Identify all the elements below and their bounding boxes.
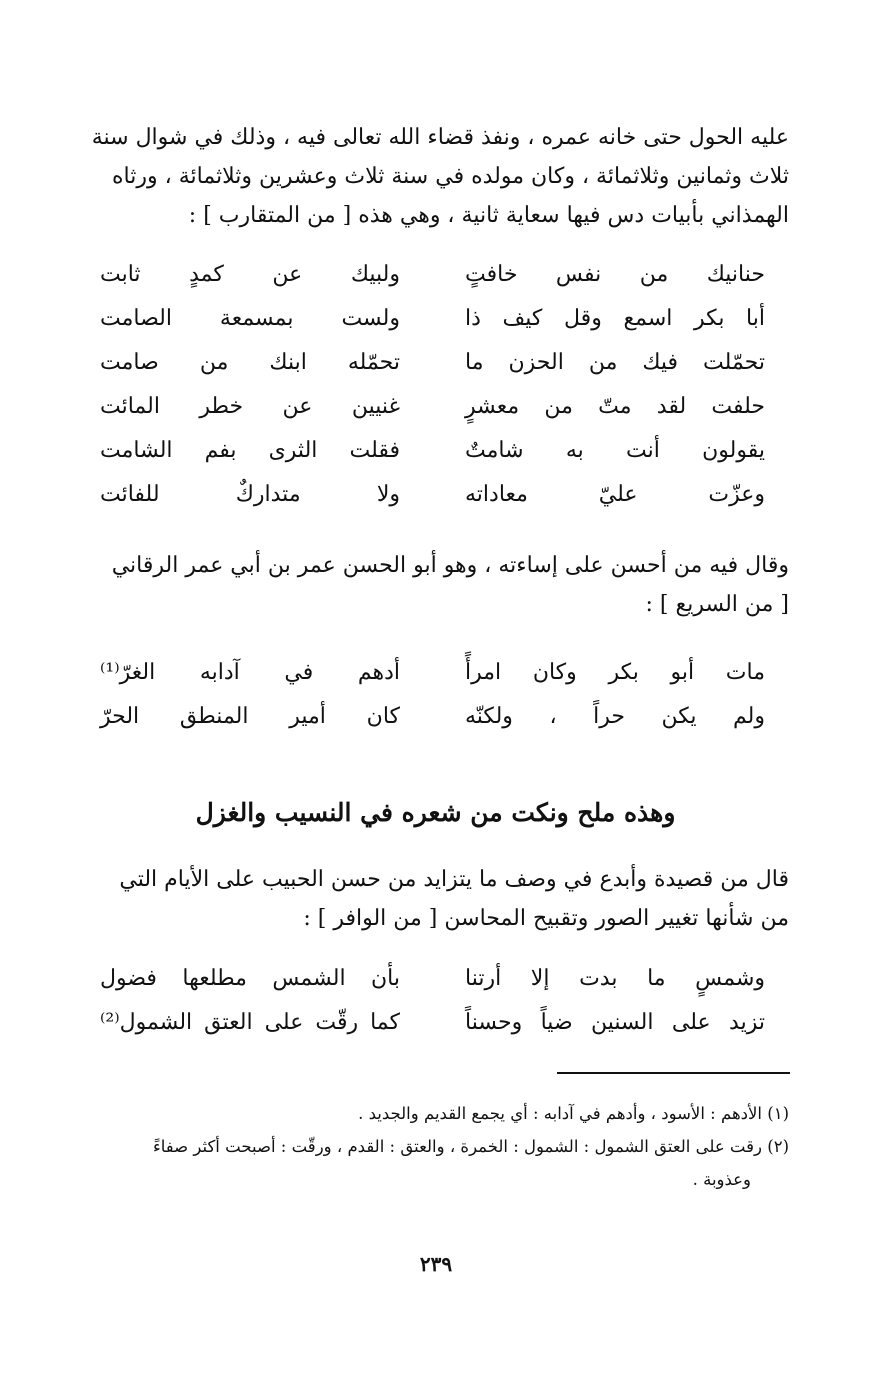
text-line: الهمذاني بأبيات دس فيها سعاية ثانية ، وهي هذه [ من المتقارب ] : (188, 203, 789, 228)
poem-sari (100, 660, 765, 748)
verse (100, 306, 765, 350)
hemistich-second: ولا متداركٌ للفائت (100, 482, 400, 507)
poem-wafir (100, 966, 765, 1054)
text-line: قال من قصيدة وأبدع في وصف ما يتزايد من حسن الحبيب على الأيام التي (119, 867, 789, 892)
hemistich-second: بأن الشمس مطلعها فضول (100, 966, 400, 991)
hemistich-first: تزيد على السنين ضياً وحسناً (465, 1010, 765, 1035)
hemistich-second: غنيين عن خطر المائت (100, 394, 400, 419)
verse (100, 660, 765, 704)
footnote: (١) الأدهم : الأسود ، وأدهم في آدابه : أي يجمع القديم والجديد . (358, 1104, 789, 1123)
hemistich-second: كان أمير المنطق الحرّ (100, 704, 400, 729)
hemistich-first: وشمسٍ ما بدت إلا أرتنا (465, 966, 765, 991)
hemistich-first: تحمّلت فيك من الحزن ما (465, 350, 765, 375)
text-line: من شأنها تغيير الصور وتقبيح المحاسن [ من الوافر ] : (303, 906, 789, 931)
page-number: ٢٣٩ (419, 1252, 453, 1276)
verse (100, 1010, 765, 1054)
text-line: عليه الحول حتى خانه عمره ، ونفذ قضاء الله تعالى فيه ، وذلك في شوال سنة (91, 125, 789, 150)
footnote-divider (557, 1072, 790, 1074)
hemistich-second: أدهم في آدابه الغرّ⁽¹⁾ (100, 660, 400, 685)
footnote-continuation: وعذوبة . (692, 1170, 751, 1189)
poem-mutaqarib (100, 262, 765, 526)
hemistich-first: وعزّت عليّ معاداته (465, 482, 765, 507)
verse (100, 350, 765, 394)
intro-paragraph (82, 118, 789, 235)
verse (100, 482, 765, 526)
hemistich-second: ولست بمسمعة الصامت (100, 306, 400, 331)
third-paragraph (82, 860, 789, 938)
section-heading: وهذه ملح ونكت من شعره في النسيب والغزل (195, 798, 676, 827)
hemistich-second: كما رقّت على العتق الشمول⁽²⁾ (100, 1010, 400, 1035)
hemistich-second: تحمّله ابنك من صامت (100, 350, 400, 375)
verse (100, 262, 765, 306)
hemistich-first: حلفت لقد متّ من معشرٍ (465, 394, 765, 419)
text-line: ثلاث وثمانين وثلاثمائة ، وكان مولده في سنة ثلاث وعشرين وثلاثمائة ، ورثاه (112, 164, 789, 189)
hemistich-first: حنانيك من نفس خافتٍ (465, 262, 765, 287)
hemistich-first: ولم يكن حراً ، ولكنّه (465, 704, 765, 729)
text-line: وقال فيه من أحسن على إساءته ، وهو أبو الحسن عمر بن أبي عمر الرقاني (111, 553, 789, 578)
hemistich-first: يقولون أنت به شامتٌ (465, 438, 765, 463)
footnotes (82, 1097, 789, 1196)
middle-paragraph (82, 546, 789, 624)
hemistich-first: أبا بكر اسمع وقل كيف ذا (465, 306, 765, 331)
text-line: [ من السريع ] : (645, 592, 789, 617)
hemistich-second: فقلت الثرى بفم الشامت (100, 438, 400, 463)
verse (100, 438, 765, 482)
verse (100, 704, 765, 748)
verse (100, 966, 765, 1010)
verse (100, 394, 765, 438)
hemistich-second: ولبيك عن كمدٍ ثابت (100, 262, 400, 287)
footnote: (٢) رقت على العتق الشمول : الشمول : الخمرة ، والعتق : القدم ، ورقّت : أصبحت أكثر صفاءً (152, 1137, 789, 1156)
hemistich-first: مات أبو بكر وكان امرأً (465, 660, 765, 685)
